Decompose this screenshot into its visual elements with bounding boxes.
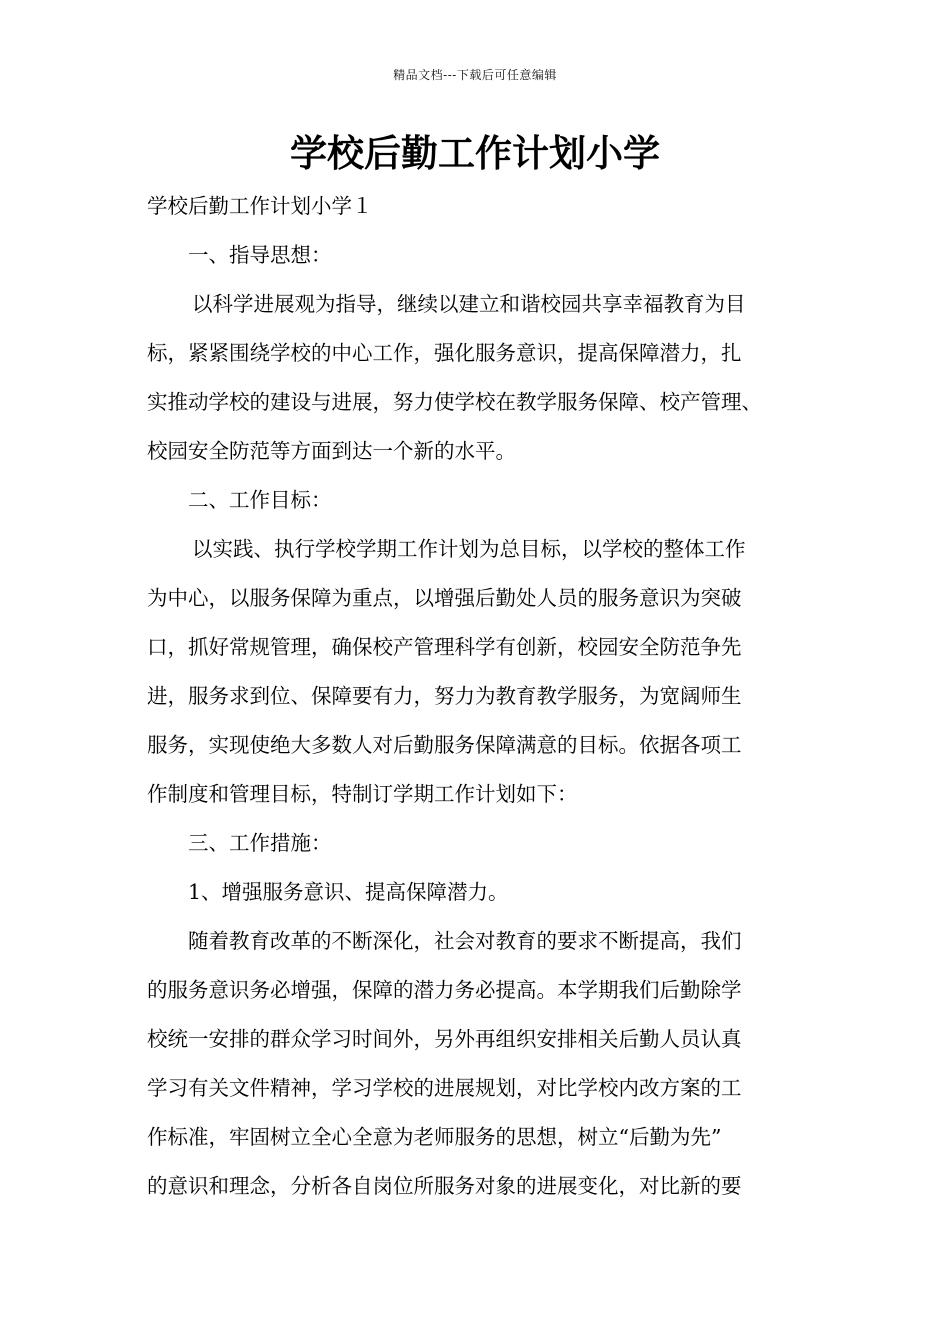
body-line: 随着教育改革的不断深化，社会对教育的要求不断提高，我们 xyxy=(188,929,742,953)
document-body xyxy=(147,182,827,1211)
document-title: 学校后勤工作计划小学 xyxy=(290,131,660,175)
body-line: 学校后勤工作计划小学１ xyxy=(147,194,373,218)
section-heading: 二、工作目标： xyxy=(188,488,332,512)
body-line: 学习有关文件精神，学习学校的进展规划，对比学校内改方案的工 xyxy=(147,1076,742,1100)
body-line: 以科学进展观为指导，继续以建立和谐校园共享幸福教育为目 xyxy=(192,292,746,316)
header-note: 精品文档---下载后可任意编辑 xyxy=(393,68,557,82)
body-line: 校园安全防范等方面到达一个新的水平。 xyxy=(147,439,516,463)
body-line: 标，紧紧围绕学校的中心工作，强化服务意识，提高保障潜力，扎 xyxy=(147,341,742,365)
body-line: 以实践、执行学校学期工作计划为总目标，以学校的整体工作 xyxy=(192,537,746,561)
section-heading: 三、工作措施： xyxy=(188,831,332,855)
body-line: 作制度和管理目标，特制订学期工作计划如下： xyxy=(147,782,578,806)
body-line: 的意识和理念，分析各自岗位所服务对象的进展变化，对比新的要 xyxy=(147,1174,742,1198)
section-heading: 一、指导思想： xyxy=(188,243,332,267)
subsection-heading: 1、增强服务意识、提高保障潜力。 xyxy=(188,880,509,904)
body-line: 服务，实现使绝大多数人对后勤服务保障满意的目标。依据各项工 xyxy=(147,733,742,757)
body-line: 作标准，牢固树立全心全意为老师服务的思想，树立“后勤为先” xyxy=(147,1125,722,1149)
body-line: 实推动学校的建设与进展，努力使学校在教学服务保障、校产管理、 xyxy=(147,390,762,414)
body-line: 的服务意识务必增强，保障的潜力务必提高。本学期我们后勤除学 xyxy=(147,978,742,1002)
body-line: 进，服务求到位、保障要有力，努力为教育教学服务，为宽阔师生 xyxy=(147,684,742,708)
body-line: 为中心，以服务保障为重点，以增强后勤处人员的服务意识为突破 xyxy=(147,586,742,610)
body-line: 口，抓好常规管理，确保校产管理科学有创新，校园安全防范争先 xyxy=(147,635,742,659)
body-line: 校统一安排的群众学习时间外，另外再组织安排相关后勤人员认真 xyxy=(147,1027,742,1051)
